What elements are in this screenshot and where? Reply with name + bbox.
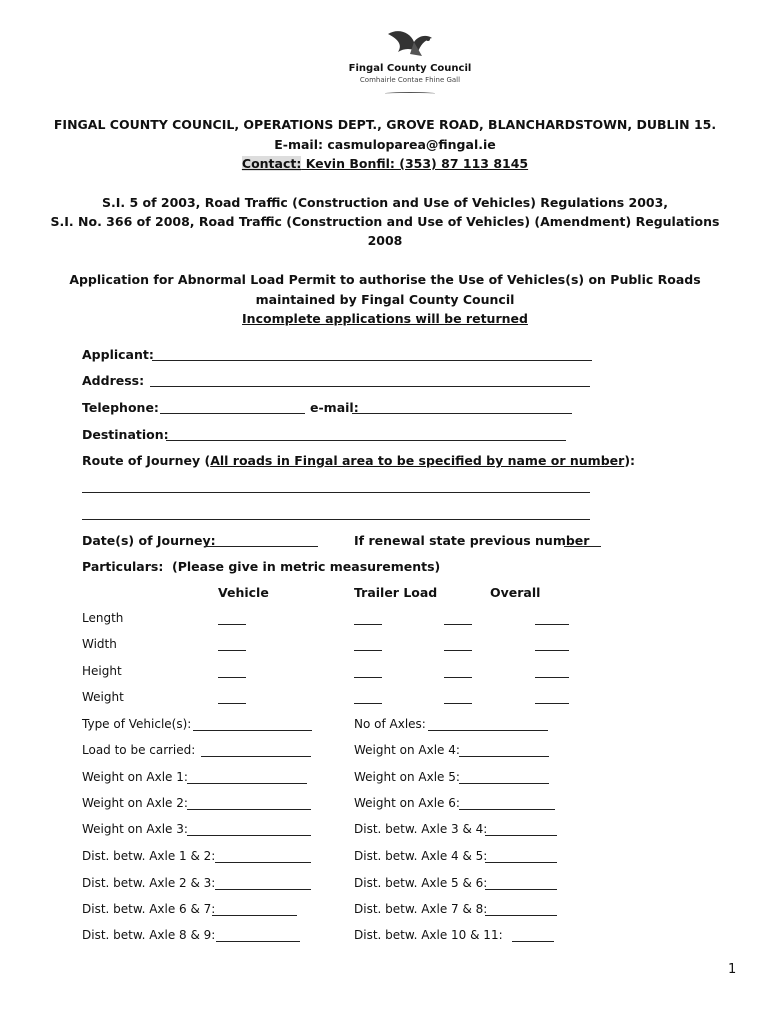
dim-weight: Weight: [82, 690, 124, 704]
email-field[interactable]: [352, 413, 572, 414]
applicant-field[interactable]: [152, 360, 592, 361]
right-row-label: Weight on Axle 6:: [354, 796, 460, 810]
left-row-field[interactable]: [193, 730, 312, 731]
dates-field[interactable]: [204, 546, 318, 547]
route-suffix: ):: [624, 453, 636, 468]
route-prefix: Route of Journey (: [82, 453, 211, 468]
left-row-field[interactable]: [216, 941, 300, 942]
col-trailer: Trailer Load: [354, 585, 438, 600]
right-row-field[interactable]: [459, 756, 549, 757]
right-row-field[interactable]: [485, 915, 557, 916]
right-row-label: Dist. betw. Axle 3 & 4:: [354, 822, 488, 836]
dim-field-1-1[interactable]: [354, 650, 382, 651]
left-row-field[interactable]: [215, 889, 311, 890]
left-row-label: Dist. betw. Axle 1 & 2:: [82, 849, 216, 863]
right-row-field[interactable]: [512, 941, 554, 942]
route-label: [82, 453, 635, 468]
left-row-label: Dist. betw. Axle 8 & 9:: [82, 928, 216, 942]
dim-field-2-3[interactable]: [535, 677, 569, 678]
logo-swoosh: [385, 92, 435, 95]
destination-label: Destination:: [82, 427, 169, 442]
left-row-label: Dist. betw. Axle 2 & 3:: [82, 876, 216, 890]
bird-icon: [340, 26, 480, 66]
particulars-label: Particulars:: [82, 559, 164, 574]
dim-field-1-2[interactable]: [444, 650, 472, 651]
left-row-label: Weight on Axle 3:: [82, 822, 188, 836]
regs-line3: 2008: [367, 233, 403, 248]
dim-field-0-1[interactable]: [354, 624, 382, 625]
council-logo: [340, 26, 480, 98]
right-row-label: No of Axles:: [354, 717, 426, 731]
renewal-label: If renewal state previous number: [354, 533, 590, 548]
dim-width: Width: [82, 637, 117, 651]
logo-name: Fingal County Council: [348, 63, 472, 74]
dim-field-2-1[interactable]: [354, 677, 382, 678]
dim-field-3-2[interactable]: [444, 703, 472, 704]
header-contact: [0, 156, 770, 171]
logo-subtitle: Comhairle Contae Fhine Gall: [359, 76, 461, 84]
left-row-label: Load to be carried:: [82, 743, 196, 757]
renewal-field[interactable]: [564, 546, 601, 547]
contact-value: Kevin Bonfil: (353) 87 113 8145: [301, 156, 529, 171]
telephone-label: Telephone:: [82, 400, 159, 415]
right-row-field[interactable]: [428, 730, 548, 731]
right-row-label: Weight on Axle 5:: [354, 770, 460, 784]
right-row-field[interactable]: [485, 835, 557, 836]
header-email: E-mail: casmuloparea@fingal.ie: [274, 137, 496, 152]
route-field-2[interactable]: [82, 519, 590, 520]
left-row-field[interactable]: [201, 756, 311, 757]
right-row-field[interactable]: [459, 809, 555, 810]
right-row-label: Weight on Axle 4:: [354, 743, 460, 757]
page-number: 1: [728, 962, 737, 977]
dim-height: Height: [82, 664, 122, 678]
dim-field-0-0[interactable]: [218, 624, 246, 625]
dates-label: Date(s) of Journey:: [82, 533, 216, 548]
right-row-label: Dist. betw. Axle 5 & 6:: [354, 876, 488, 890]
dim-field-2-0[interactable]: [218, 677, 246, 678]
dim-field-3-3[interactable]: [535, 703, 569, 704]
dim-field-1-0[interactable]: [218, 650, 246, 651]
left-row-label: Dist. betw. Axle 6 & 7:: [82, 902, 216, 916]
address-field[interactable]: [150, 386, 590, 387]
right-row-field[interactable]: [485, 862, 557, 863]
dim-field-3-0[interactable]: [218, 703, 246, 704]
left-row-field[interactable]: [187, 783, 307, 784]
email-label: e-mail:: [310, 400, 359, 415]
metric-note: (Please give in metric measurements): [172, 559, 441, 574]
left-row-field[interactable]: [215, 862, 311, 863]
dim-field-0-2[interactable]: [444, 624, 472, 625]
right-row-field[interactable]: [485, 889, 557, 890]
right-row-label: Dist. betw. Axle 7 & 8:: [354, 902, 488, 916]
title-line1: Application for Abnormal Load Permit to authorise the Use of Vehicles(s) on Public Roads: [69, 272, 701, 287]
right-row-label: Dist. betw. Axle 4 & 5:: [354, 849, 488, 863]
destination-field[interactable]: [166, 440, 566, 441]
col-overall: Overall: [490, 585, 541, 600]
left-row-field[interactable]: [187, 835, 311, 836]
route-detail: All roads in Fingal area to be specified by name or number: [210, 453, 625, 468]
right-row-label: Dist. betw. Axle 10 & 11:: [354, 928, 503, 942]
title-line3: Incomplete applications will be returned: [242, 311, 528, 326]
dim-field-0-3[interactable]: [535, 624, 569, 625]
regs-line2: S.I. No. 366 of 2008, Road Traffic (Construction and Use of Vehicles) (Amendment) Regulations: [50, 214, 720, 229]
applicant-label: Applicant:: [82, 347, 154, 362]
left-row-field[interactable]: [212, 915, 297, 916]
col-vehicle: Vehicle: [218, 585, 269, 600]
dim-length: Length: [82, 611, 124, 625]
dim-field-1-3[interactable]: [535, 650, 569, 651]
left-row-label: Weight on Axle 1:: [82, 770, 188, 784]
dim-field-3-1[interactable]: [354, 703, 382, 704]
address-label: Address:: [82, 373, 145, 388]
left-row-label: Type of Vehicle(s):: [82, 717, 192, 731]
dim-field-2-2[interactable]: [444, 677, 472, 678]
right-row-field[interactable]: [459, 783, 549, 784]
contact-label: Contact:: [241, 156, 302, 171]
left-row-label: Weight on Axle 2:: [82, 796, 188, 810]
left-row-field[interactable]: [187, 809, 311, 810]
header-address: FINGAL COUNTY COUNCIL, OPERATIONS DEPT., GROVE ROAD, BLANCHARDSTOWN, DUBLIN 15.: [53, 117, 717, 132]
regs-line1: S.I. 5 of 2003, Road Traffic (Construction and Use of Vehicles) Regulations 2003,: [101, 195, 669, 210]
route-field-1[interactable]: [82, 492, 590, 493]
telephone-field[interactable]: [160, 413, 305, 414]
title-line2: maintained by Fingal County Council: [255, 292, 515, 307]
